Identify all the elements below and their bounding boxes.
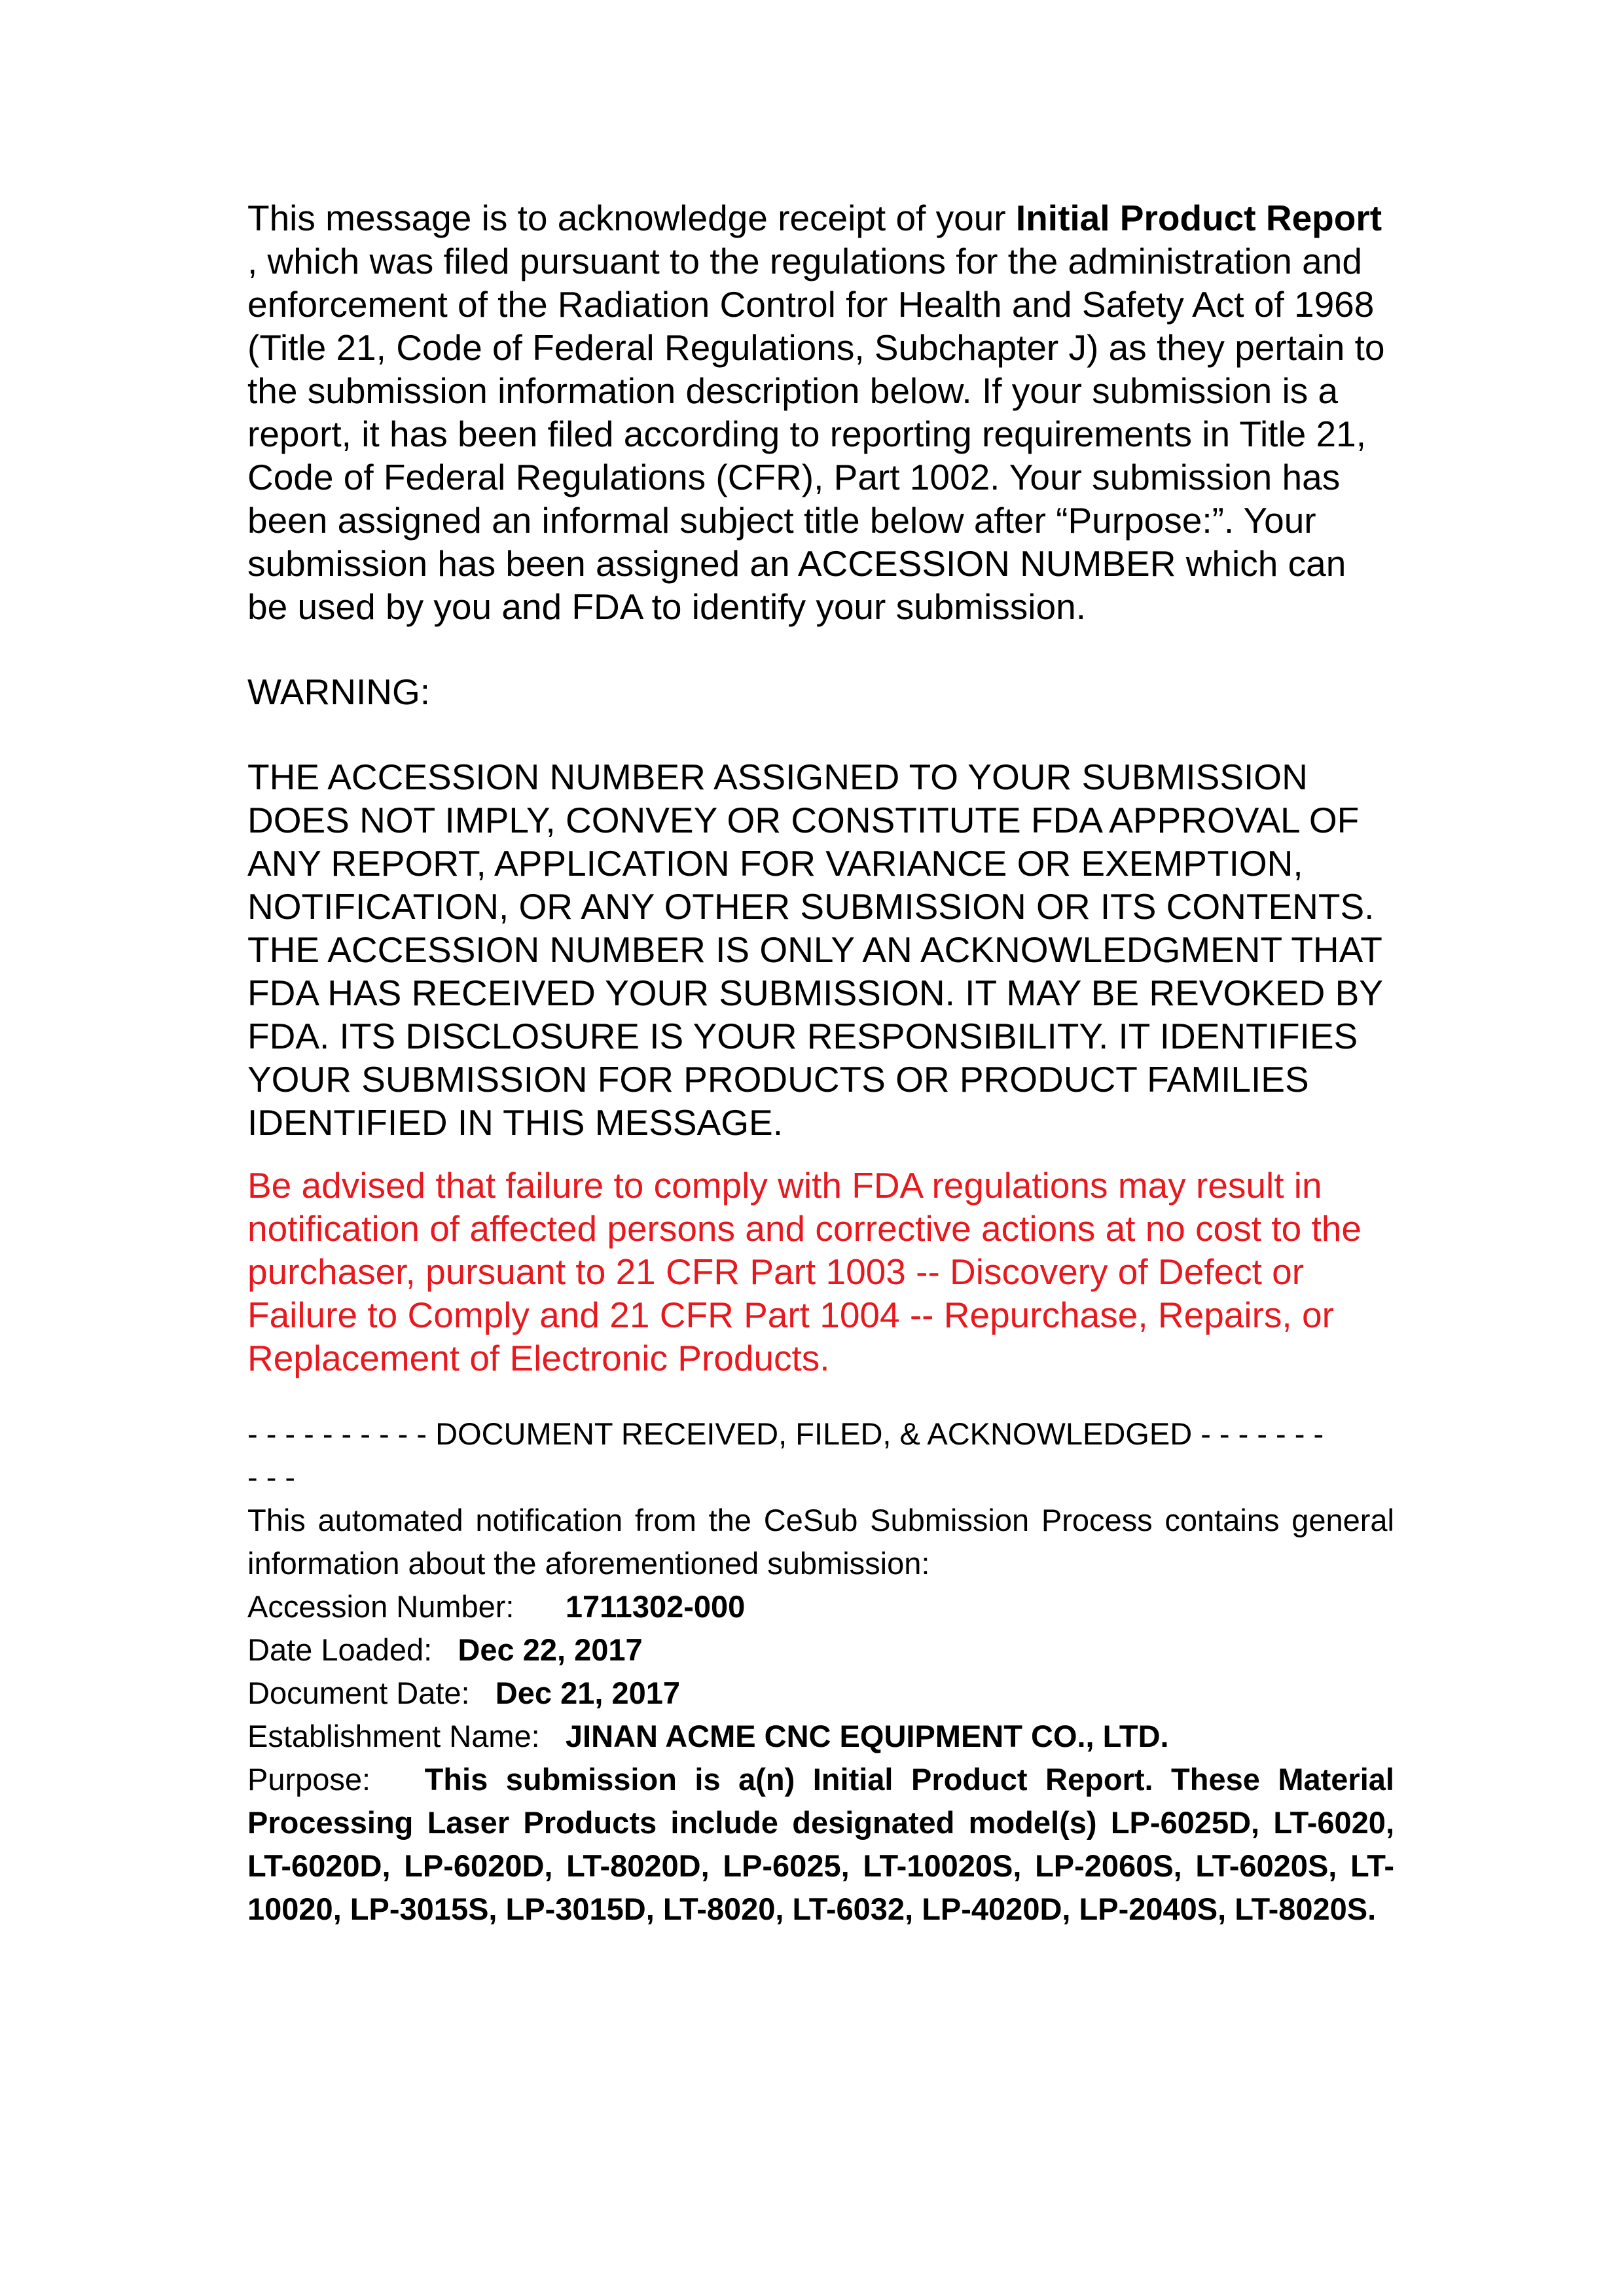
receipt-notice: This automated notification from the CeSub Submission Process contains general information about the aforementioned submission: xyxy=(247,1503,1394,1581)
date-loaded-field xyxy=(247,1628,1394,1672)
purpose-value: This submission is a(n) Initial Product Report. These Material Processing Laser Products include designated model(s) LP-6025D, LT-6020, LT-6020D, LP-6020D, LT-8020D, LP-6025, LT-10020S, LP-2060S, LT-6020S, LT-10020, LP-3015S, LP-3015D, LT-8020, LT-6032, LP-4020D, LP-2040S, LT-8020S. xyxy=(247,1762,1394,1926)
date-loaded-label: Date Loaded: xyxy=(247,1632,433,1667)
warning-text: THE ACCESSION NUMBER ASSIGNED TO YOUR SUBMISSION DOES NOT IMPLY, CONVEY OR CONSTITUTE FDA APPROVAL OF ANY REPORT, APPLICATION FOR VARIANCE OR EXEMPTION, NOTIFICATION, OR ANY OTHER SUBMISSION OR ITS CONTENTS. THE ACCESSION NUMBER IS ONLY AN ACKNOWLEDGMENT THAT FDA HAS RECEIVED YOUR SUBMISSION. IT MAY BE REVOKED BY FDA. ITS DISCLOSURE IS YOUR RESPONSIBILITY. IT IDENTIFIES YOUR SUBMISSION FOR PRODUCTS OR PRODUCT FAMILIES IDENTIFIED IN THIS MESSAGE. xyxy=(247,757,1382,1143)
intro-paragraph xyxy=(247,196,1394,628)
establishment-name-field xyxy=(247,1715,1394,1758)
document-date-field xyxy=(247,1672,1394,1715)
advisory-text: Be advised that failure to comply with FDA regulations may result in notification of affected persons and corrective actions at no cost to the purchaser, pursuant to 21 CFR Part 1003 -- Discovery of Defect or Failure to Comply and 21 CFR Part 1004 -- Repurchase, Repairs, or Replacement of Electronic Products. xyxy=(247,1165,1362,1378)
establishment-name-value: JINAN ACME CNC EQUIPMENT CO., LTD. xyxy=(565,1719,1169,1753)
purpose-field xyxy=(247,1758,1394,1931)
document-date-label: Document Date: xyxy=(247,1676,470,1710)
intro-text-rest: , which was filed pursuant to the regulations for the administration and enforcement of the Radiation Control for Health and Safety Act of 1968 (Title 21, Code of Federal Regulations, Subchapter J) as they pertain to the submission information description below. If your submission is a report, it has been filed according to reporting requirements in Title 21, Code of Federal Regulations (CFR), Part 1002. Your submission has been assigned an informal subject title below after “Purpose:”. Your submission has been assigned an ACCESSION NUMBER which can be used by you and FDA to identify your submission. xyxy=(247,241,1385,627)
intro-report-type: Initial Product Report xyxy=(1015,198,1382,238)
warning-label: WARNING: xyxy=(247,672,431,712)
intro-text-start: This message is to acknowledge receipt of your xyxy=(247,198,1016,238)
accession-number-value: 1711302-000 xyxy=(565,1589,746,1624)
establishment-name-label: Establishment Name: xyxy=(247,1719,540,1753)
purpose-label: Purpose: xyxy=(247,1762,371,1797)
receipt-divider-line1: - - - - - - - - - - DOCUMENT RECEIVED, FILED, & ACKNOWLEDGED - - - - - - - xyxy=(247,1416,1324,1451)
document-page xyxy=(247,196,1394,1931)
accession-number-label: Accession Number: xyxy=(247,1589,514,1624)
receipt-divider-line2: - - - xyxy=(247,1460,296,1494)
document-date-value: Dec 21, 2017 xyxy=(495,1676,681,1710)
accession-number-field xyxy=(247,1585,1394,1628)
receipt-divider xyxy=(247,1412,1394,1499)
date-loaded-value: Dec 22, 2017 xyxy=(458,1632,643,1667)
